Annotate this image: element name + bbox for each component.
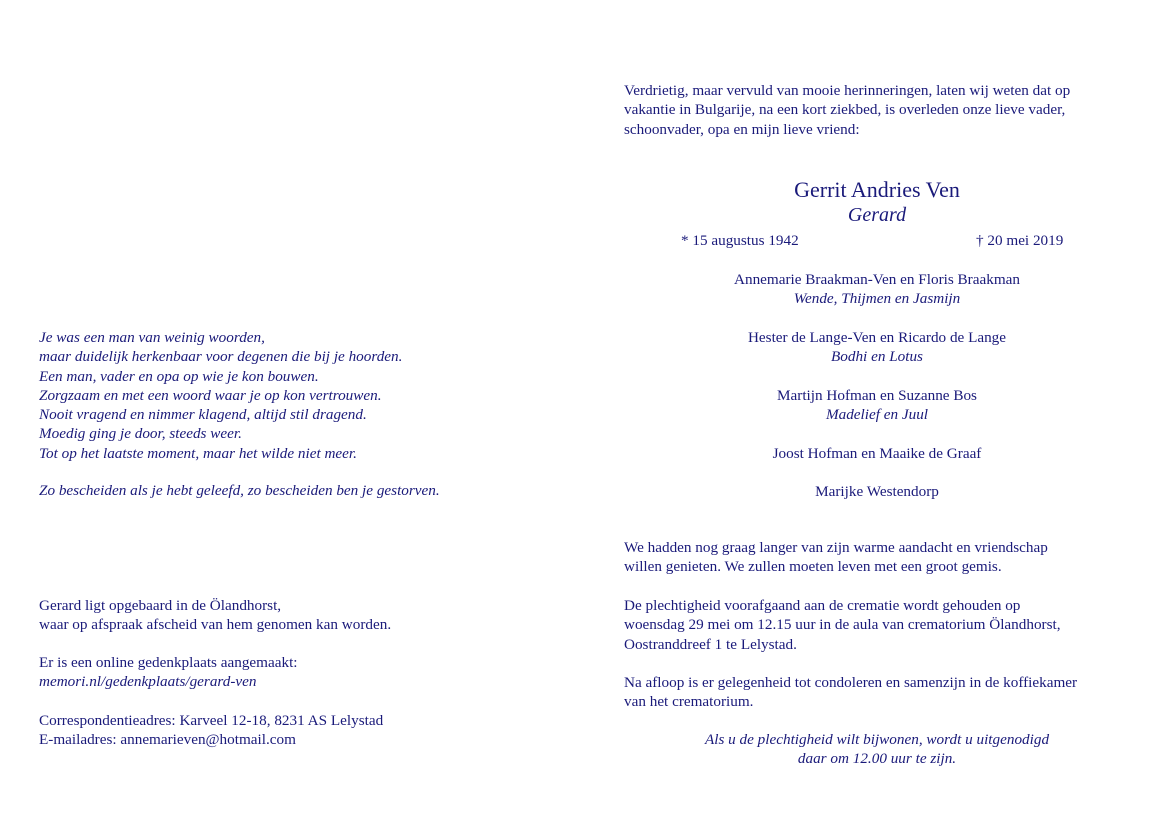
correspondence-address: Correspondentieadres: Karveel 12-18, 8231 AS Lelystad bbox=[39, 712, 384, 729]
family-names: Marijke Westendorp bbox=[815, 483, 939, 501]
poem-line: Tot op het laatste moment, maar het wilde niet meer. bbox=[39, 444, 357, 462]
family-entry bbox=[624, 328, 1130, 367]
family-names: Hester de Lange-Ven en Ricardo de Lange bbox=[747, 328, 1007, 346]
poem-closing-line: Zo bescheiden als je hebt geleefd, zo bescheiden ben je gestorven. bbox=[39, 482, 440, 499]
viewing-info bbox=[39, 596, 579, 635]
family-entry bbox=[624, 482, 1130, 501]
family-names: Martijn Hofman en Suzanne Bos bbox=[777, 386, 977, 404]
ceremony-line: Oostranddreef 1 te Lelystad. bbox=[624, 635, 797, 653]
family-entry bbox=[624, 444, 1130, 463]
death-date: † 20 mei 2019 bbox=[976, 232, 1064, 249]
poem-line: Nooit vragend en nimmer klagend, altijd stil dragend. bbox=[39, 406, 367, 424]
gratitude-text bbox=[624, 538, 1134, 577]
viewing-line: Gerard ligt opgebaard in de Ölandhorst, bbox=[39, 597, 282, 614]
intro-line: schoonvader, opa en mijn lieve vriend: bbox=[624, 120, 860, 138]
viewing-line: waar op afspraak afscheid van hem genomen kan worden. bbox=[39, 616, 392, 634]
deceased-name: Gerrit Andries Ven bbox=[794, 177, 960, 202]
intro-line: Verdrietig, maar vervuld van mooie herinneringen, laten wij weten dat op bbox=[624, 82, 1071, 99]
family-names: Joost Hofman en Maaike de Graaf bbox=[772, 444, 982, 462]
poem-line: Moedig ging je door, steeds weer. bbox=[39, 425, 242, 443]
intro-line: vakantie in Bulgarije, na een kort ziekbed, is overleden onze lieve vader, bbox=[624, 101, 1066, 119]
ceremony-line: De plechtigheid voorafgaand aan de crematie wordt gehouden op bbox=[624, 597, 1021, 614]
poem-line: maar duidelijk herkenbaar voor degenen die bij je hoorden. bbox=[39, 348, 403, 366]
condolence-line: Na afloop is er gelegenheid tot condoleren en samenzijn in de koffiekamer bbox=[624, 674, 1078, 691]
email-address: E-mailadres: annemarieven@hotmail.com bbox=[39, 731, 296, 749]
ceremony-info bbox=[624, 596, 1134, 654]
poem-line: Een man, vader en opa op wie je kon bouwen. bbox=[39, 367, 319, 385]
birth-date: * 15 augustus 1942 bbox=[681, 232, 799, 249]
family-entry bbox=[624, 386, 1130, 425]
online-memorial-link[interactable]: memori.nl/gedenkplaats/gerard-ven bbox=[39, 673, 257, 691]
family-list bbox=[624, 270, 1130, 502]
ceremony-line: woensdag 29 mei om 12.15 uur in de aula van crematorium Ölandhorst, bbox=[624, 616, 1061, 634]
poem bbox=[39, 328, 579, 463]
condolence-info bbox=[624, 673, 1134, 712]
gratitude-line: willen genieten. We zullen moeten leven met een groot gemis. bbox=[624, 558, 1002, 576]
condolence-line: van het crematorium. bbox=[624, 693, 754, 711]
family-children: Madelief en Juul bbox=[825, 406, 929, 424]
poem-line: Je was een man van weinig woorden, bbox=[39, 329, 265, 346]
online-memorial-text: Er is een online gedenkplaats aangemaakt: bbox=[39, 654, 298, 671]
online-memorial bbox=[39, 653, 579, 692]
contact-info bbox=[39, 711, 579, 750]
gratitude-line: We hadden nog graag langer van zijn warme aandacht en vriendschap bbox=[624, 539, 1048, 556]
invitation bbox=[624, 730, 1130, 769]
poem-closing bbox=[39, 481, 579, 500]
deceased-nickname: Gerard bbox=[847, 204, 907, 226]
invitation-line: Als u de plechtigheid wilt bijwonen, wordt u uitgenodigd bbox=[704, 731, 1050, 748]
invitation-line: daar om 12.00 uur te zijn. bbox=[797, 750, 957, 768]
family-children: Wende, Thijmen en Jasmijn bbox=[793, 290, 961, 308]
life-dates bbox=[624, 231, 1130, 251]
family-children: Bodhi en Lotus bbox=[831, 348, 923, 366]
deceased-name-block bbox=[624, 176, 1130, 227]
poem-line: Zorgzaam en met een woord waar je op kon vertrouwen. bbox=[39, 386, 382, 404]
family-names: Annemarie Braakman-Ven en Floris Braakman bbox=[734, 271, 1020, 288]
announcement-intro bbox=[624, 81, 1134, 139]
family-entry bbox=[624, 270, 1130, 309]
